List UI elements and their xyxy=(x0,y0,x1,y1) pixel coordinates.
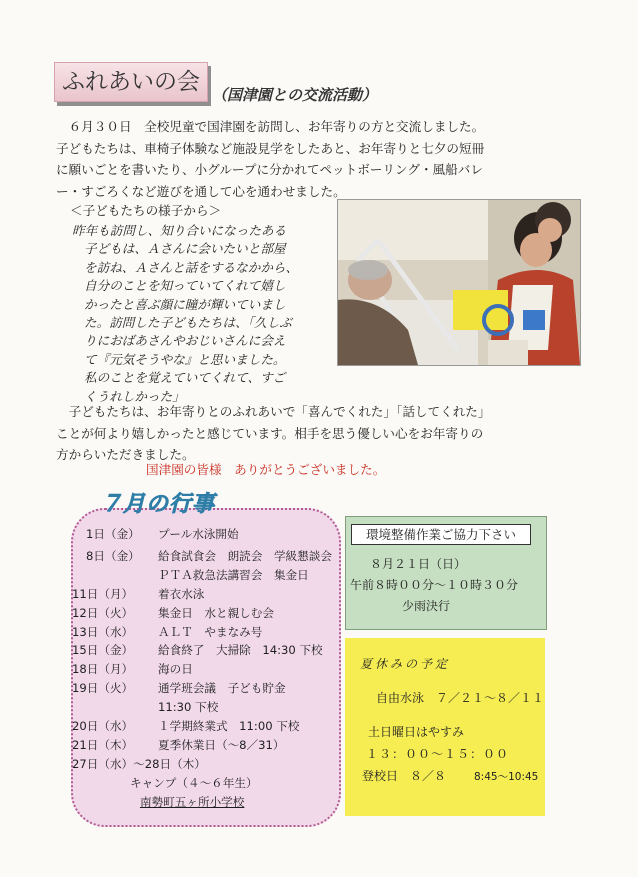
summer-weekend: 土日曜日はやすみ xyxy=(368,725,465,739)
event-text: キャンプ（４～６年生） xyxy=(130,775,258,790)
closing-line: 方からいただきました。 xyxy=(56,447,195,462)
event-row xyxy=(72,641,332,660)
voice-line: 自分のことを知っていてくれて嬉し xyxy=(84,278,286,294)
events-title: ７月の行事 xyxy=(100,492,216,517)
intro-line: ー・すごろくなど遊びを通して心を通わせました。 xyxy=(56,183,346,199)
event-row xyxy=(72,660,332,679)
event-row xyxy=(86,525,332,544)
event-text: ＰＴＡ救急法講習会 集金日 xyxy=(158,567,309,582)
event-row xyxy=(72,679,332,698)
event-text: 給食試食会 朗読会 学級懇談会 xyxy=(158,548,332,563)
event-row xyxy=(86,566,332,585)
event-date: 19日（火） xyxy=(72,681,134,696)
event-date: 13日（水） xyxy=(72,624,134,639)
intro-line: ６月３０日 全校児童で国津園を訪問し、お年寄りの方と交流しました。 xyxy=(56,119,485,134)
event-text: 11:30 下校 xyxy=(158,700,219,715)
env-notice-rain: 少雨決行 xyxy=(402,599,451,613)
intro-line: 子どもたちは、車椅子体験など施設見学をしたあと、お年寄りと七夕の短冊 xyxy=(56,140,485,156)
page-title: ふれあいの会 xyxy=(54,62,208,102)
summer-school-day-time: 8:45～10:45 xyxy=(474,771,539,783)
page-subtitle: （国津園との交流活動） xyxy=(212,86,378,104)
voice-line: て『元気そうやな』と思いました。 xyxy=(84,351,286,367)
summer-swim: 自由水泳 ７／２１～８／１１ xyxy=(376,691,545,705)
event-text: 着衣水泳 xyxy=(158,586,205,601)
voice-line: 昨年も訪問し、知り合いになったある xyxy=(72,223,287,238)
env-notice-date: ８月２１日（日） xyxy=(370,557,467,571)
event-text: １学期終業式 11:00 下校 xyxy=(158,719,300,734)
event-date: 20日（水） xyxy=(72,719,134,734)
event-date: 1日（金） xyxy=(86,527,140,541)
event-date: 18日（月） xyxy=(72,662,134,677)
voice-line: くうれしかった」 xyxy=(84,388,185,404)
event-text: 集金日 水と親しむ会 xyxy=(158,605,274,620)
intro-paragraph xyxy=(56,116,484,202)
events-list xyxy=(72,525,332,812)
school-name: 南勢町五ヶ所小学校 xyxy=(140,794,245,809)
event-date: 12日（火） xyxy=(72,605,134,620)
voice-line: を訪ね、Ａさんと話をするなかから、 xyxy=(84,259,299,275)
section-heading: ＜子どもたちの様子から＞ xyxy=(70,203,222,218)
summer-school-day: 登校日 ８／８ xyxy=(362,769,447,783)
event-date: 8日（金） xyxy=(86,548,140,563)
event-text: プール水泳開始 xyxy=(158,527,239,541)
event-row xyxy=(72,623,332,642)
event-row xyxy=(72,585,332,604)
event-row xyxy=(86,547,332,566)
visit-photo xyxy=(337,199,581,366)
event-date: 15日（金） xyxy=(72,643,134,658)
closing-line: ことが何より嬉しかったと感じています。相手を思う優しい心をお年寄りの xyxy=(56,425,484,441)
voice-line: りにおばあさんやおじいさんに会え xyxy=(84,333,286,349)
children-voice xyxy=(72,222,298,406)
event-row xyxy=(72,717,332,736)
event-row xyxy=(72,755,332,774)
event-text: ＡＬＴ やまなみ号 xyxy=(158,624,263,639)
voice-line: 私のことを覚えていてくれて、すご xyxy=(84,370,286,386)
event-text: 給食終了 大掃除 14:30 下校 xyxy=(158,643,323,658)
env-notice-title: 環境整備作業ご協力下さい xyxy=(351,524,531,545)
event-row xyxy=(130,774,332,793)
voice-line: かったと喜ぶ顔に瞳が輝いていまし xyxy=(84,296,286,312)
voice-line: 子どもは、Ａさんに会いたいと部屋 xyxy=(84,241,286,257)
summer-title: 夏休みの予定 xyxy=(360,657,451,671)
event-row xyxy=(86,698,332,717)
intro-line: に願いごとを書いたり、小グループに分かれてペットボーリング・風船バレ xyxy=(56,162,483,177)
env-notice-time: 午前８時００分～１０時３０分 xyxy=(350,578,519,592)
event-date: 27日（水）～28日（木） xyxy=(72,756,206,771)
thanks-message: 国津園の皆様 ありがとうございました。 xyxy=(146,462,386,477)
event-date: 11日（月） xyxy=(72,586,134,601)
event-row xyxy=(72,736,332,755)
event-date: 21日（木） xyxy=(72,737,134,752)
event-text: 通学班会議 子ども貯金 xyxy=(158,681,286,696)
summer-time: １３：００～１５：００ xyxy=(366,747,510,761)
event-row xyxy=(72,604,332,623)
voice-line: た。訪問した子どもたちは、「久しぶ xyxy=(84,315,292,331)
closing-line: 子どもたちは、お年寄りとのふれあいで「喜んでくれた」「話してくれた」 xyxy=(56,404,491,419)
event-text: 夏季休業日（～8／31） xyxy=(158,737,285,752)
event-text: 海の日 xyxy=(158,662,193,677)
closing-paragraph xyxy=(56,401,490,466)
